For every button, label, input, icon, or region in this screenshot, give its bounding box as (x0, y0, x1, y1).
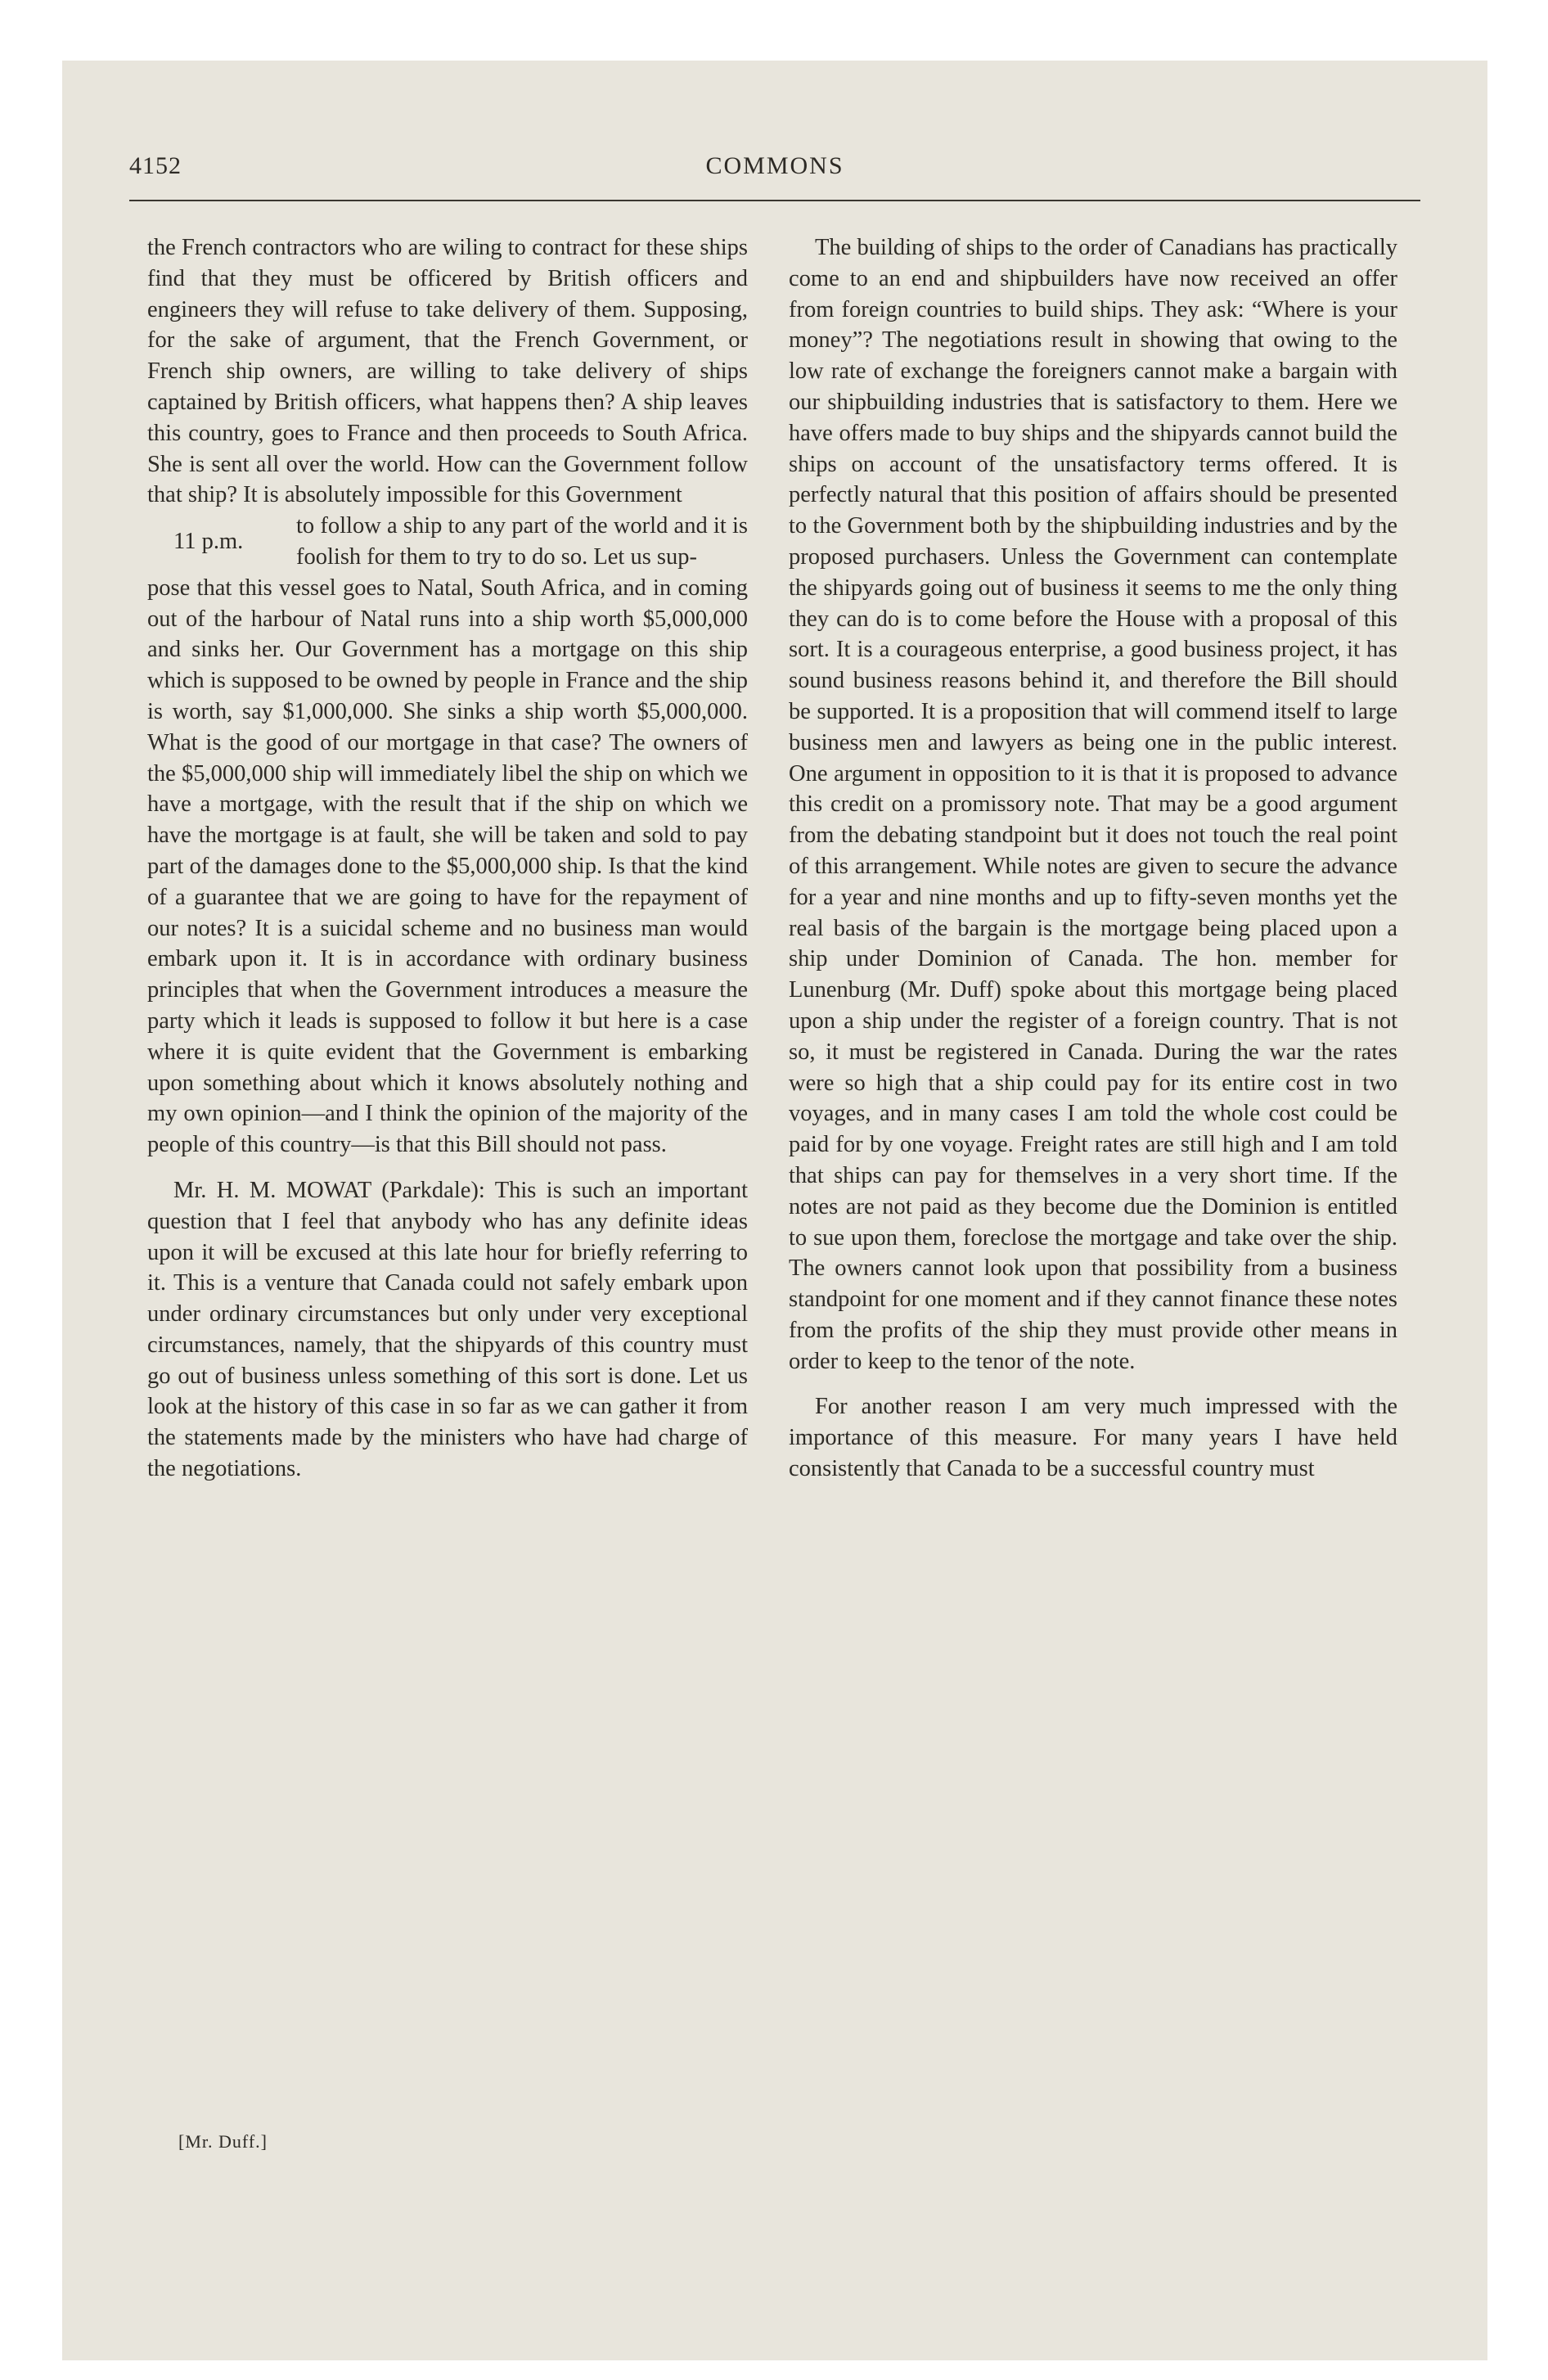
hansard-page (62, 61, 1487, 2360)
speaker-reference-footer: [Mr. Duff.] (178, 2131, 268, 2152)
left-paragraph-1-time-text: to follow a ship to any part of the world and it is foolish for them to try to do so. Let us sup- (296, 513, 748, 570)
right-paragraph-1: The building of ships to the order of Canadians has practically come to an end and shipbuilders have now received an offer from foreign countries to build ships. They ask: “Where is your money”? The negotiations result in showing that owing to the low rate of exchange the foreigners cannot make a bargain with our shipbuilding industries that is satisfactory to them. Here we have offers made to buy ships and the shipyards cannot build the ships on account of the unsatisfactory terms offered. It is perfectly natural that this position of affairs should be presented to the Government both by the shipbuilding industries and by the proposed purchasers. Unless the Government can contemplate the shipyards going out of business it seems to me the only thing they can do is to come before the House with a proposal of this sort. It is a courageous enterprise, a good business project, it has sound business reasons behind it, and therefore the Bill should be supported. It is a proposition that will commend itself to large business men and lawyers as being one in the public interest. One argument in opposition to it is that it is proposed to advance this credit on a promissory note. That may be a good argument from the debating standpoint but it does not touch the real point of this arrangement. While notes are given to secure the advance for a year and nine months and up to fifty-seven months yet the real basis of the bargain is the mortgage being placed upon a ship under Dominion of Canada. The hon. member for Lunenburg (Mr. Duff) spoke about this mortgage being placed upon a ship under the register of a foreign country. That is not so, it must be registered in Canada. During the war the rates were so high that a ship could pay for its entire cost in two voyages, and in many cases I am told the whole cost could be paid for by one voyage. Freight rates are still high and I am told that ships can pay for themselves in a very short time. If the notes are not paid as they become due the Dominion is entitled to sue upon them, foreclose the mortgage and take over the ship. The owners cannot look upon that possibility from a business standpoint for one moment and if they cannot finance these notes from the profits of the ship they must provide other means in order to keep to the tenor of the note. (789, 235, 1397, 1374)
header-rule (129, 200, 1420, 201)
page-number: 4152 (129, 152, 182, 179)
time-marker-block (149, 511, 748, 573)
left-paragraph-1-end: pose that this vessel goes to Natal, South Africa, and in coming out of the harbour of Natal runs into a ship worth $5,000,000 and sinks her. Our Government has a mortgage on this ship which is supposed to be owned by people in France and the ship is worth, say $1,000,000. She sinks a ship worth $5,000,000. What is the good of our mortgage in that case? The owners of the $5,000,000 ship will immediately libel the ship on which we have a mortgage, with the result that if the ship on which we have the mortgage is at fault, she will be taken and sold to pay part of the damages done to the $5,000,000 ship. Is that the kind of a guarantee that we are going to have for the repayment of our notes? It is a suicidal scheme and no business man would embark upon it. It is in accordance with ordinary business principles that when the Government introduces a measure the party which it leads is supposed to follow it but here is a case where it is quite evident that the Government is embarking upon something about which it knows absolutely nothing and my own opinion—and I think the opinion of the majority of the people of this country—is that this Bill should not pass. (147, 575, 748, 1158)
right-column (789, 232, 1397, 1485)
running-head: COMMONS (705, 152, 844, 179)
time-marker: 11 p.m. (173, 529, 244, 555)
right-paragraph-2: For another reason I am very much impressed with the importance of this measure. For many years I have held consistently that Canada to be a successful country must (789, 1394, 1397, 1482)
mowat-speech-paragraph: Mr. H. M. MOWAT (Parkdale): This is such an important question that I feel that anybody who has any definite ideas upon it will be excused at this late hour for briefly referring to it. This is a venture that Canada could not safely embark upon under ordinary circumstances but only under very exceptional circumstances, namely, that the shipyards of this country must go out of business unless something of this sort is done. Let us look at the history of this case in so far as we can gather it from the statements made by the ministers who have had charge of the negotiations. (147, 1177, 748, 1482)
left-paragraph-1-start: the French contractors who are wiling to contract for these ships find that they must be officered by British officers and engineers they will refuse to take delivery of them. Supposing, for the sake of argument, that the French Government, or French ship owners, are willing to take delivery of ships captained by British officers, what happens then? A ship leaves this country, goes to France and then proceeds to South Africa. She is sent all over the world. How can the Government follow that ship? It is absolutely impossible for this Government (147, 235, 748, 508)
left-column (147, 232, 748, 1485)
